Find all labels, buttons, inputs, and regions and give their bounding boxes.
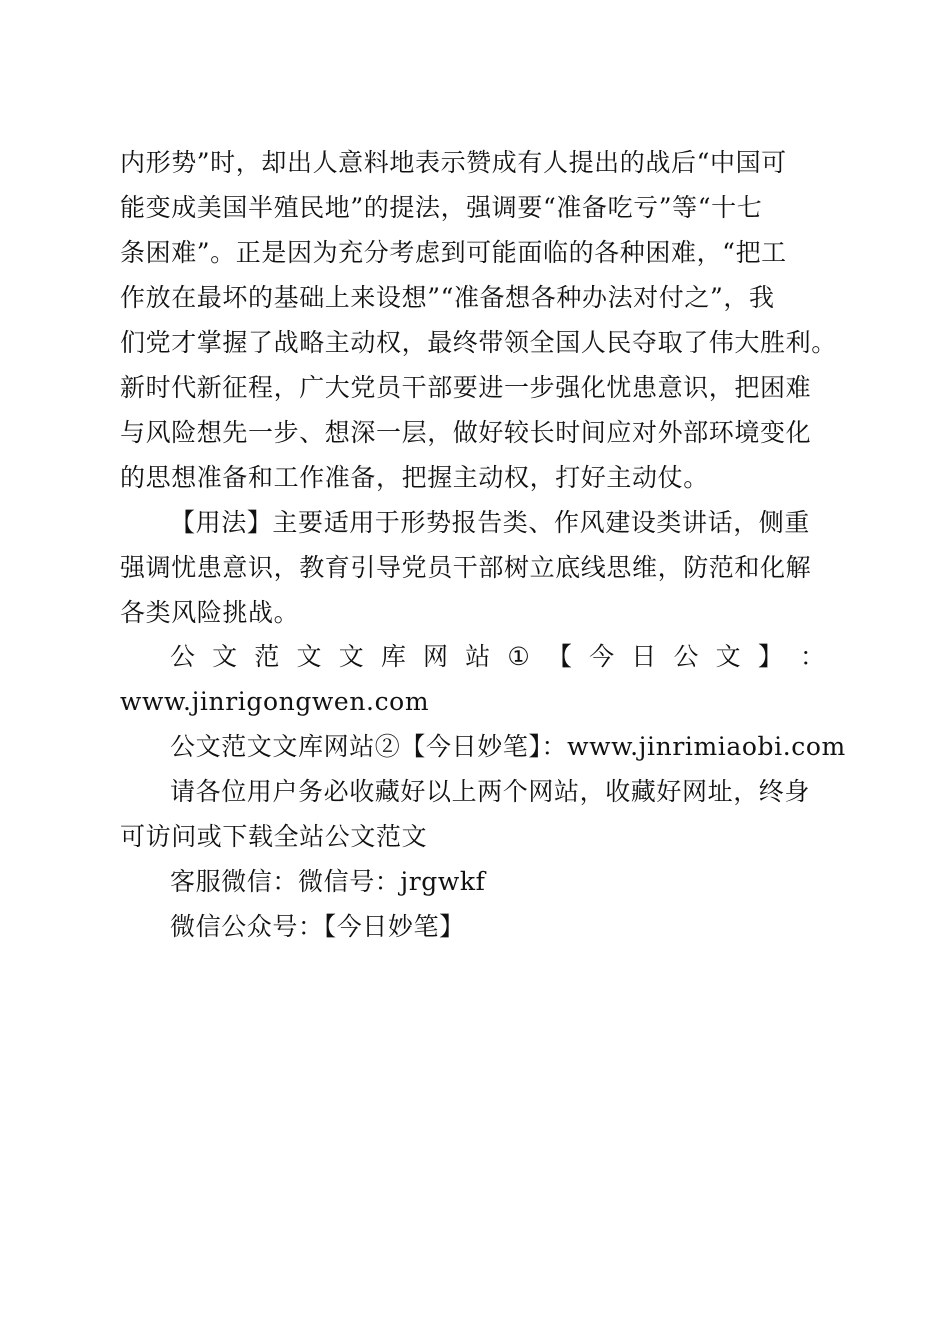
site1-char: 站 [465,642,491,671]
paragraph-line: 新时代新征程，广大党员干部要进一步强化忧患意识，把困难 [120,373,812,402]
site1-char: ： [799,642,825,671]
site1-char: 今 [589,642,615,671]
site1-char: 文 [715,642,741,671]
site1-url: www.jinrigongwen.com [120,687,430,716]
paragraph-line: 的思想准备和工作准备，把握主动权，打好主动仗。 [120,463,709,492]
site1-char: 文 [212,642,238,671]
site1-char: 库 [380,642,406,671]
paragraph-line: 条困难”。正是因为充分考虑到可能面临的各种困难，“把工 [120,238,787,267]
site1-char: ① [507,642,530,671]
paragraph-line: 作放在最坏的基础上来设想”“准备想各种办法对付之”，我 [120,283,775,312]
notice-line: 可访问或下载全站公文范文 [120,822,428,851]
usage-line: 强调忧患意识，教育引导党员干部树立底线思维，防范和化解 [120,553,812,582]
paragraph-line: 们党才掌握了战略主动权，最终带领全国人民夺取了伟大胜利。 [120,328,837,357]
paragraph-line: 内形势”时，却出人意料地表示赞成有人提出的战后“中国可 [120,148,787,177]
site2-line: 公文范文文库网站②【今日妙笔】：www.jinrimiaobi.com [170,732,846,761]
wechat-service: 客服微信：微信号：jrgwkf [170,867,486,896]
site1-char: 日 [631,642,657,671]
usage-line: 【用法】主要适用于形势报告类、作风建设类讲话，侧重 [170,508,811,537]
site1-char: 范 [254,642,280,671]
notice-line: 请各位用户务必收藏好以上两个网站，收藏好网址，终身 [170,777,811,806]
site1-line [170,640,825,674]
site1-char: 网 [423,642,449,671]
wechat-public: 微信公众号：【今日妙笔】 [170,912,465,941]
site1-char: 文 [296,642,322,671]
site1-char: 【 [546,642,572,671]
usage-line: 各类风险挑战。 [120,598,300,627]
site1-char: 文 [338,642,364,671]
paragraph-line: 与风险想先一步、想深一层，做好较长时间应对外部环境变化 [120,418,812,447]
site1-char: 公 [673,642,699,671]
site1-char: 】 [757,642,783,671]
paragraph-line: 能变成美国半殖民地”的提法，强调要“准备吃亏”等“十七 [120,193,763,222]
site1-char: 公 [170,642,196,671]
